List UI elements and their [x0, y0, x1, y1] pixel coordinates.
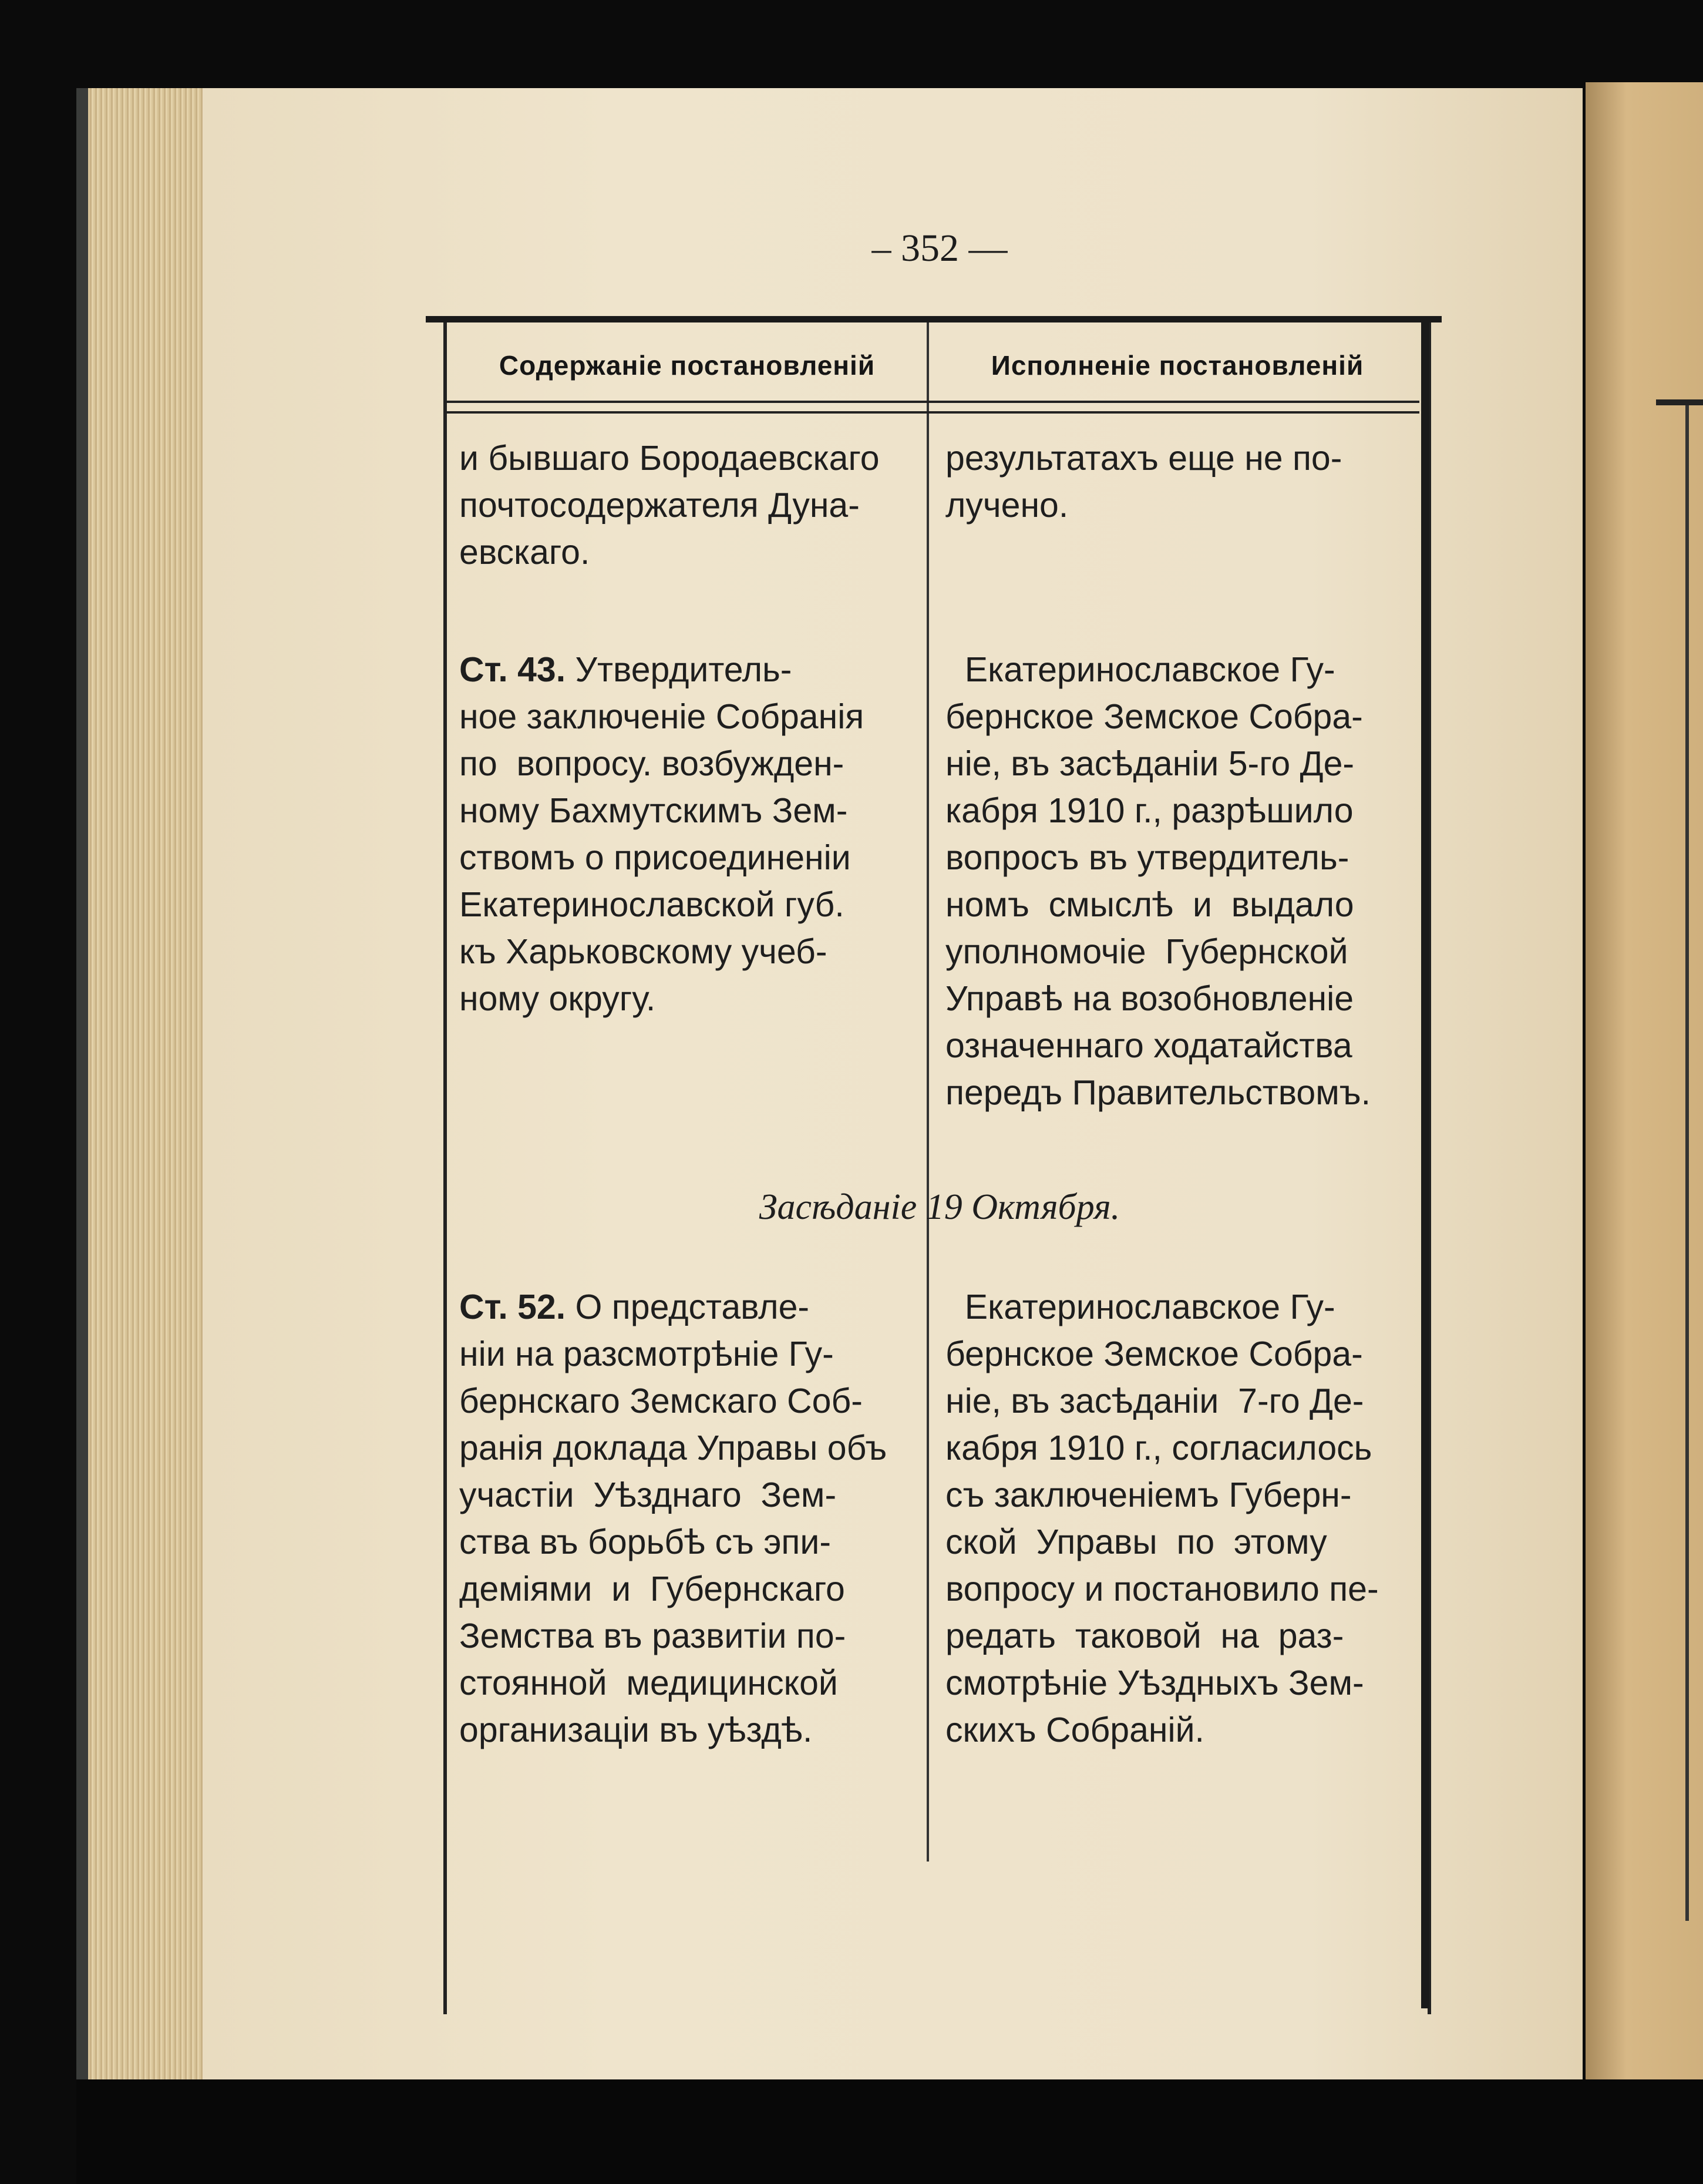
session-heading: Засѣданіе 19 Октября.	[759, 1187, 1120, 1227]
facing-page-border	[1685, 405, 1689, 1921]
header-double-rule	[447, 401, 1419, 414]
table-frame	[443, 322, 1431, 2014]
article-43-execution: Екатеринославское Гу- бернское Земское Собра- ніе, въ засѣданіи 5-го Де- кабря 1910 г., разрѣшило вопросъ въ утвердитель- номъ смыслѣ и выдало уполномочіе Губернской Управѣ на возобновленіе означеннаго ходатайства передъ Правительствомъ.	[945, 650, 1371, 1112]
article-43-text: ное заключеніе Собранія по вопросу. возбужден- ному Бахмутскимъ Зем- ствомъ о присоединеніи Екатеринославской губ. къ Харьковскому учеб- ному округу.	[459, 697, 864, 1018]
table-right-border	[1421, 322, 1429, 2008]
article-52-first-line: О представле-	[566, 1288, 810, 1326]
facing-page-rule	[1656, 399, 1703, 405]
page-number: – 352 —	[871, 227, 1008, 270]
entry-continuation-left: и бывшаго Бородаевскаго почтосодержателя Дуна- евскаго.	[459, 439, 880, 572]
article-43-resolution	[459, 646, 864, 1022]
entry-continuation-right: результатахъ еще не по- лучено.	[945, 439, 1342, 525]
scan-background	[76, 2079, 1703, 2184]
article-43-first-line: Утвердитель-	[566, 650, 792, 689]
article-52-text: ніи на разсмотрѣніе Гу- бернскаго Земскаго Соб- ранія доклада Управы объ участіи Уѣзднаго Зем- ства въ борьбѣ съ эпи- деміями и Губернскаго Земства въ развитіи по- стоянной медицинской организаціи въ уѣздѣ.	[459, 1335, 887, 1749]
article-52-execution: Екатеринославское Гу- бернское Земское Собра- ніе, въ засѣданіи 7-го Де- кабря 1910 г., согласилось съ заключеніемъ Губерн- ской Управы по этому вопросу и постановило пе- редать таковой на раз- смотрѣніе Уѣздныхъ Зем- скихъ Собраній.	[945, 1288, 1379, 1749]
article-43-label: Ст. 43.	[459, 650, 566, 689]
article-52-resolution	[459, 1283, 887, 1753]
book-page-edges	[76, 88, 223, 2079]
article-52-label: Ст. 52.	[459, 1288, 566, 1326]
table-top-rule	[426, 316, 1442, 322]
column-header-contents: Содержаніе постановленій	[499, 350, 876, 381]
column-divider	[927, 322, 929, 1862]
facing-page	[1586, 82, 1703, 2091]
column-header-execution: Исполненіе постановленій	[991, 350, 1364, 381]
